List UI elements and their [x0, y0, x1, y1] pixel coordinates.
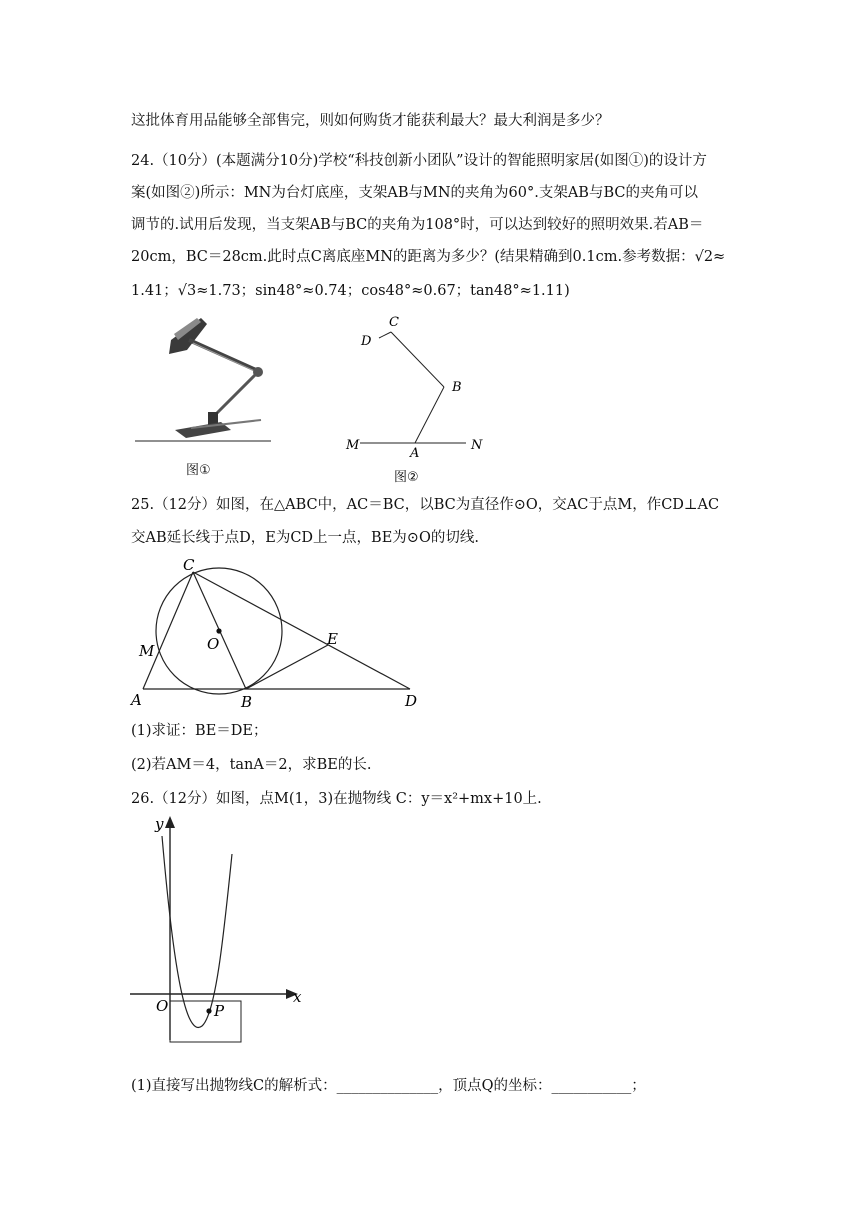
fig25-label-o: O	[207, 635, 220, 653]
fig25-label-d: D	[405, 692, 418, 708]
q25-line-2: 交AB延长线于点D，E为CD上一点，BE为⊙O的切线.	[131, 530, 479, 546]
fig2-label-d: D	[361, 334, 372, 349]
q24-line-4: 20cm，BC＝28cm.此时点C离底座MN的距离为多少？(结果精确到0.1cm.参考数据：√2≈	[131, 249, 726, 265]
fig1-caption: 图①	[186, 463, 211, 478]
parabola-figure	[128, 812, 308, 1048]
fig25-label-a: A	[131, 691, 142, 708]
q24-line-5: 1.41；√3≈1.73；sin48°≈0.74；cos48°≈0.67；tan48°≈1.11)	[131, 283, 570, 299]
q24-line-1: 24.（10分）(本题满分10分)学校“科技创新小团队”设计的智能照明家居(如图①)的设计方	[131, 153, 707, 169]
fig25-label-c: C	[183, 556, 195, 574]
q26-part-1: (1)直接写出抛物线C的解析式：______________，顶点Q的坐标：___________；	[131, 1078, 646, 1094]
fig26-label-x: x	[293, 988, 302, 1006]
fig2-label-c: C	[389, 315, 399, 330]
fig25-label-e: E	[327, 630, 338, 648]
lamp-schematic-figure	[340, 310, 490, 460]
fig2-label-n: N	[471, 438, 483, 453]
fig25-label-b: B	[241, 693, 253, 708]
q25-line-1: 25.（12分）如图，在△ABC中，AC＝BC，以BC为直径作⊙O，交AC于点M，作CD⊥AC	[131, 497, 720, 513]
q24-line-2: 案(如图②)所示：MN为台灯底座，支架AB与MN的夹角为60°.支架AB与BC的夹角可以	[131, 185, 698, 201]
fig2-label-a: A	[410, 446, 420, 460]
fig2-label-b: B	[452, 380, 462, 395]
q26-line-1: 26.（12分）如图，点M(1，3)在抛物线 C：y＝x²+mx+10上.	[131, 791, 542, 807]
fig26-label-o: O	[156, 997, 169, 1015]
fig26-label-p: P	[214, 1002, 225, 1020]
q24-line-3: 调节的.试用后发现，当支架AB与BC的夹角为108°时，可以达到较好的照明效果.若AB＝	[131, 217, 704, 233]
q25-part-1: (1)求证：BE＝DE；	[131, 723, 268, 739]
text-line-1: 这批体育用品能够全部售完，则如何购货才能获利最大？最大利润是多少？	[131, 113, 610, 129]
fig2-label-m: M	[346, 438, 360, 453]
fig25-label-m: M	[139, 642, 155, 660]
circle-triangle-figure	[125, 556, 425, 708]
fig2-caption: 图②	[394, 470, 419, 485]
lamp-photo-figure	[131, 310, 276, 450]
fig26-label-y: y	[155, 815, 164, 833]
q25-part-2: (2)若AM＝4，tanA＝2，求BE的长.	[131, 757, 372, 773]
